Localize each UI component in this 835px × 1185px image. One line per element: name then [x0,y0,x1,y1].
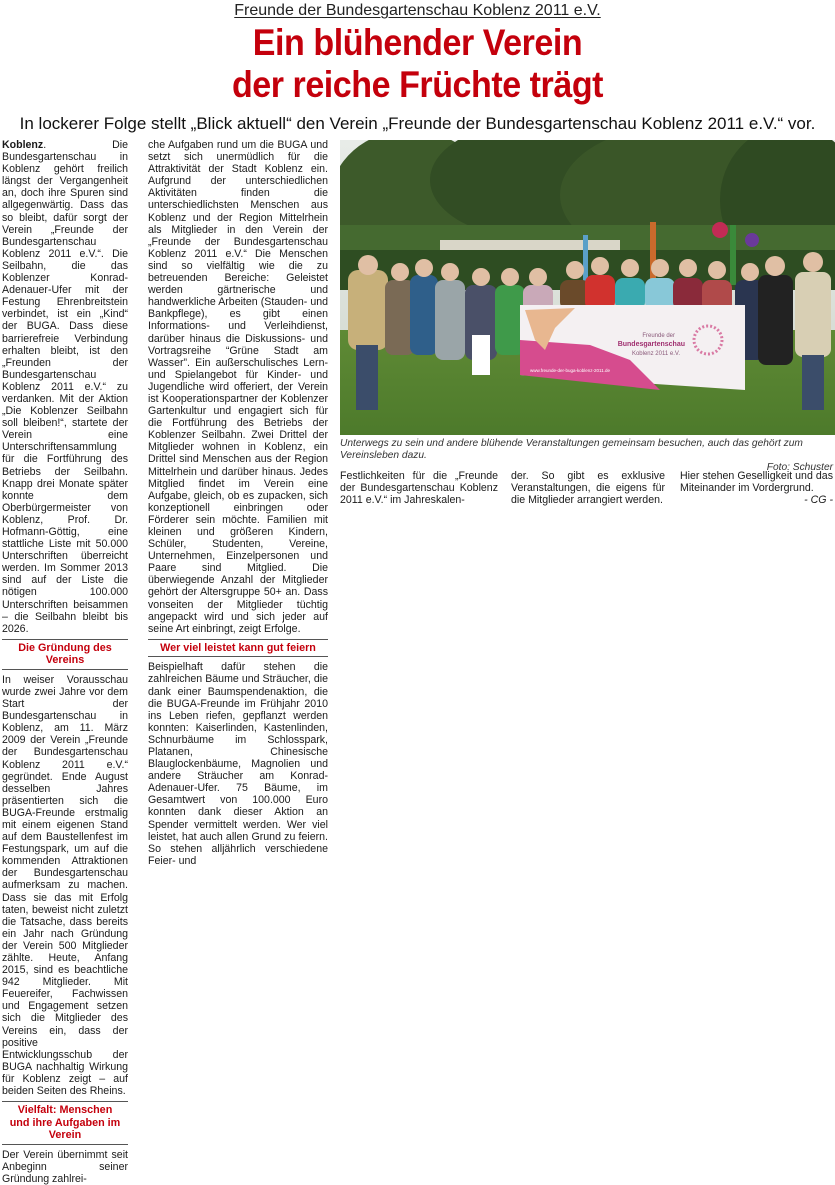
celebrate-paragraph: Beispielhaft dafür stehen die zahlreichen Bäume und Sträucher, die dank einer Baumspendenaktion, die die BUGA-Freunde im Frühjahr 2010 ins Leben riefen, gepflanzt werden konnten: Kaiserlinden, Kastenlinden, Schnurbäume im Schlosspark, Platanen, Chinesische Blauglockenbäume, Magnolien und andere Sträucher am Konrad-Adenauer-Ufer. 75 Bäume, im Gesamtwert von 100.000 Euro konnten dank dieser Aktion an Spender vermittelt werden. Wer viel leistet, hat auch allen Grund zu feiern. So stehen alljährlich verschiedene Feier- und [148,661,328,867]
celebrate-paragraph-cont-2: der. So gibt es exklusive Veranstaltungen, die eigens für die Mitglieder arrangiert werden. [511,470,665,507]
author-signature: - CG - [804,494,833,507]
section-heading-founding: Die Gründung des Vereins [2,639,128,670]
diversity-paragraph-start: Der Verein übernimmt seit Anbeginn seiner Gründung zahlrei- [2,1148,128,1185]
photo-credit: Foto: Schuster [766,462,833,473]
banner-line-2: Bundesgartenschau [617,341,685,348]
banner [520,305,745,390]
headline-line-1: Ein blühender Verein [252,22,583,63]
article-column-2 [148,139,328,867]
celebrate-paragraph-cont-1: Festlichkeiten für die „Freunde der Bundesgartenschau Koblenz 2011 e.V.“ im Jahreskalen- [340,470,498,507]
dateline: Koblenz [2,139,44,151]
article-column-5 [680,470,833,506]
headline-line-2: der reiche Früchte trägt [231,64,604,105]
section-heading-diversity-line-2: und ihre Aufgaben im Verein [9,1116,121,1142]
photo-caption [340,438,833,474]
banner-url: www.freunde-der-buga-koblenz-2011.de [530,368,610,373]
section-heading-diversity [2,1101,128,1145]
article-column-3 [340,470,498,506]
kicker-text: Freunde der Bundesgartenschau Koblenz 2011 e.V. [234,2,601,19]
banner-line-1: Freunde der [642,333,675,339]
article-column-1 [2,139,128,1185]
banner-line-3: Koblenz 2011 e.V. [631,351,680,357]
diversity-paragraph-cont: che Aufgaben rund um die BUGA und setzt sich unermüdlich für die Attraktivität der Stadt Koblenz ein. Aufgrund der unterschiedlichen Aktivitäten finden die unterschiedlichsten Menschen aus Koblenz und der Region Mittelrhein als Mitglieder in den Verein der „Freunde der Bundesgartenschau Koblenz 2011 e.V.“ Die Menschen sind so vielfältig wie die zu betreuenden Bereiche: Geleistet werden gärtnerische und handwerkliche Arbeiten (Stauden- und Bankpflege), es gibt einen Informations- und Verleihdienst, darüber hinaus die Diskussions- und Vortragsreihe “Grüne Stadt am Wasser”. Ein außerschulisches Lern- und Spielangebot für Kinder- und Jugendliche wird offeriert, der Verein ist Kooperationspartner der Koblenzer Gartenkultur und engagiert sich für die Fortführung des Betriebs der Koblenzer Seilbahn. Zwei Drittel der Mitglieder wohnen in Koblenz, ein Drittel sind Menschen aus der Region Mittelrhein und darüber hinaus. Jedes Mitglied findet im Verein eine Aufgabe, gleich, ob es zupacken, sich konzeptionell einbringen oder Förderer sein möchte. Familien mit kleinen und größeren Kindern, Schüler, Studenten, Vereine, Unternehmen, Einzelpersonen und Paare sind Mitglied. Die überwiegende Anzahl der Mitglieder gehört der Altersgruppe 50+ an. Dass vonseiten der Mitglieder tüchtig angepackt wird und sich jeder auf seine Art einbringt, zeigt Erfolge. [148,139,328,635]
intro-paragraph [2,139,128,635]
celebrate-paragraph-cont-3: Hier stehen Geselligkeit und das Miteinander im Vordergrund. [680,470,833,495]
founding-paragraph: In weiser Vorausschau wurde zwei Jahre vor dem Start der Bundesgartenschau in Koblenz, am 11. März 2009 der Verein „Freunde der Bundesgartenschau Koblenz 2011 e.V.“ gegründet. Ende August desselben Jahres präsentierten sich die BUGA-Freunde erstmalig mit einem eigenen Stand auf dem Baustellenfest im Festungspark, um auf die kommenden Attraktionen der Bundesgartenschau aufmerksam zu machen. Dass sie das mit Erfolg taten, beweist nicht zuletzt die Tatsache, dass bereits ein Jahr nach Gründung der Verein 500 Mitglieder zählte. Heute, Anfang 2015, sind es beachtliche 942 Mitglieder. Mit Feuereifer, Fachwissen und Engagement setzen sich die Mitglieder des Vereins ein, dass der positive Entwicklungsschub der BUGA nachhaltig Wirkung für Koblenz zeigt – auf beiden Seiten des Rheins. [2,673,128,1098]
subheadline: In lockerer Folge stellt „Blick aktuell“ den Verein „Freunde der Bundesgartenschau Koblenz 2011 e.V.“ vor. [19,114,816,133]
article-column-4 [511,470,665,506]
caption-text: Unterwegs zu sein und andere blühende Veranstaltungen gemeinsam besuchen, auch das gehört zum Vereinsleben dazu. [340,438,803,461]
kicker-line [0,2,835,20]
intro-text: . Die Bundesgartenschau in Koblenz gehört freilich längst der Vergangenheit an, doch ihre Spuren sind allgegenwärtig. Dass das so bleibt, dafür sorgt der Verein „Freunde der Bundesgartenschau Koblenz 2011 e.V.“. Die Seilbahn, die das Koblenzer Konrad-Adenauer-Ufer mit der Festung Ehrenbreitstein verbindet, ist ein „Kind“ der BUGA. Dass diese barrierefreie Verbindung erhalten bleibt, ist den „Freunden der Bundesgartenschau Koblenz 2011 e.V.“ zu verdanken. Mit der Aktion „Die Koblenzer Seilbahn soll bleiben!“, startete der Verein eine Unterschriftensammlung für die Fortführung des Betriebs der Seilbahn. Knapp drei Monate später konnte dem Oberbürgermeister von Koblenz, Prof. Dr. Hofmann-Göttig, eine stattliche Liste mit 50.000 Unterschriften überreicht werden. Im Sommer 2013 sind auf der Liste die nötigen 100.000 Unterschriften beisammen – die Seilbahn bleibt bis 2026. [2,139,128,635]
headline [33,22,801,106]
group-photo-illustration [340,140,835,435]
section-heading-celebrate: Wer viel leistet kann gut feiern [148,639,328,658]
section-heading-diversity-line-1: Vielfalt: Menschen [17,1104,113,1117]
group-photo [340,140,835,435]
